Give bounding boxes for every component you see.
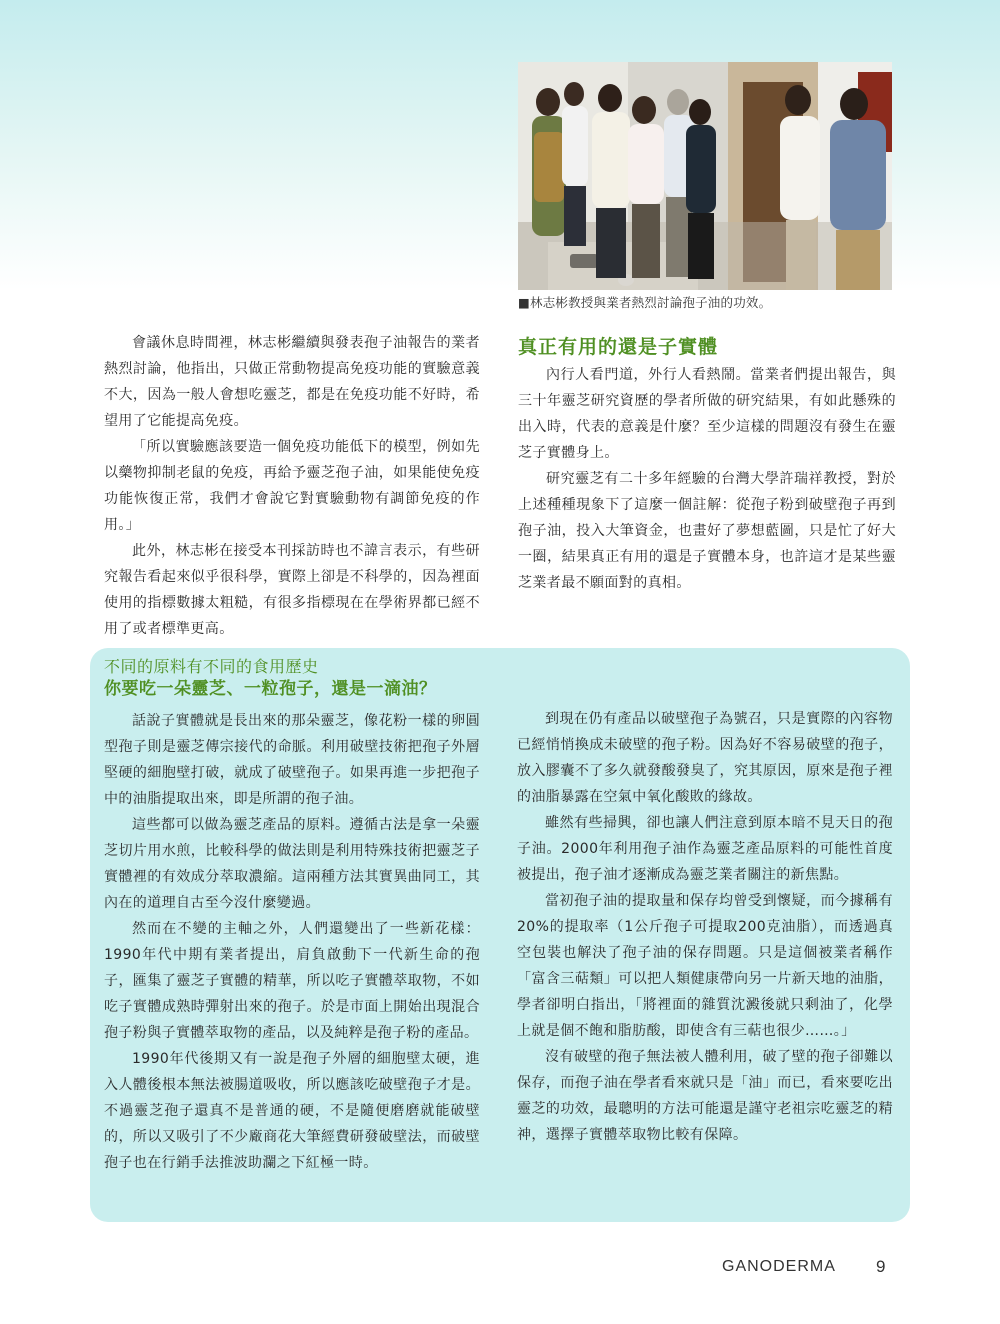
paragraph: 此外，林志彬在接受本刊採訪時也不諱言表示，有些研究報告看起來似乎很科學，實際上卻是不科學的，因為裡面使用的指標數據太粗糙，有很多指標現在在學術界都已經不用了或者標準更高。 bbox=[104, 543, 480, 637]
sidebar-right-column bbox=[517, 706, 893, 1148]
discussion-photo bbox=[518, 62, 892, 290]
sidebar-title bbox=[104, 656, 864, 700]
paragraph: 1990年代後期又有一說是孢子外層的細胞壁太硬，進入人體後根本無法被腸道吸收，所以應該吃破壁孢子才是。不過靈芝孢子還真不是普通的硬，不是隨便磨磨就能破壁的，所以又吸引了不少廠商花大筆經費研發破壁法，而破壁孢子也在行銷手法推波助瀾之下紅極一時。 bbox=[104, 1051, 480, 1171]
paragraph: 內行人看門道，外行人看熱鬧。當業者們提出報告，與三十年靈芝研究資歷的學者所做的研究結果，有如此懸殊的出入時，代表的意義是什麼？至少這樣的問題沒有發生在靈芝子實體身上。 bbox=[518, 367, 896, 461]
paragraph: 話說子實體就是長出來的那朵靈芝，像花粉一樣的卵圓型孢子則是靈芝傳宗接代的命脈。利用破壁技術把孢子外層堅硬的細胞壁打破，就成了破壁孢子。如果再進一步把孢子中的油脂提取出來，即是所謂的孢子油。 bbox=[104, 713, 480, 807]
sidebar-title-line2: 你要吃一朵靈芝、一粒孢子，還是一滴油？ bbox=[104, 679, 437, 699]
page-number: 9 bbox=[876, 1257, 886, 1276]
sidebar-left-column bbox=[104, 708, 480, 1176]
page-footer bbox=[722, 1258, 902, 1276]
magazine-brand: GANODERMA bbox=[722, 1258, 836, 1275]
paragraph: 當初孢子油的提取量和保存均曾受到懷疑，而今據稱有20%的提取率（1公斤孢子可提取200克油脂），而透過真空包裝也解決了孢子油的保存問題。只是這個被業者稱作「富含三萜類」可以把人類健康帶向另一片新天地的油脂，學者卻明白指出，「將裡面的雜質沈澱後就只剩油了，化學上就是個不飽和脂肪酸，即使含有三萜也很少……。」 bbox=[517, 893, 893, 1039]
paragraph: 這些都可以做為靈芝產品的原料。遵循古法是拿一朵靈芝切片用水煎，比較科學的做法則是利用特殊技術把靈芝子實體裡的有效成分萃取濃縮。這兩種方法其實異曲同工，其內在的道理自古至今沒什麼變過。 bbox=[104, 817, 480, 911]
paragraph: 然而在不變的主軸之外，人們還變出了一些新花樣：1990年代中期有業者提出，肩負啟動下一代新生命的孢子，匯集了靈芝子實體的精華，所以吃子實體萃取物，不如吃子實體成熟時彈射出來的孢子。於是市面上開始出現混合孢子粉與子實體萃取物的產品，以及純粹是孢子粉的產品。 bbox=[104, 921, 480, 1041]
paragraph: 「所以實驗應該要造一個免疫功能低下的模型，例如先以藥物抑制老鼠的免疫，再給予靈芝孢子油，如果能使免疫功能恢復正常，我們才會說它對實驗動物有調節免疫的作用。」 bbox=[104, 439, 480, 533]
paragraph: 會議休息時間裡，林志彬繼續與發表孢子油報告的業者熱烈討論，他指出，只做正常動物提高免疫功能的實驗意義不大，因為一般人會想吃靈芝，都是在免疫功能不好時，希望用了它能提高免疫。 bbox=[104, 335, 480, 429]
photo-scene bbox=[518, 62, 892, 290]
paragraph: 研究靈芝有二十多年經驗的台灣大學許瑞祥教授，對於上述種種現象下了這麼一個註解：從孢子粉到破壁孢子再到孢子油，投入大筆資金，也畫好了夢想藍圖，只是忙了好大一圈，結果真正有用的還是子實體本身，也許這才是某些靈芝業者最不願面對的真相。 bbox=[518, 471, 896, 591]
section-heading: 真正有用的還是子實體 bbox=[518, 336, 719, 358]
right-article-column bbox=[518, 334, 896, 596]
paragraph: 沒有破壁的孢子無法被人體利用，破了壁的孢子卻難以保存，而孢子油在學者看來就只是「油」而已，看來要吃出靈芝的功效，最聰明的方法可能還是謹守老祖宗吃靈芝的精神，選擇子實體萃取物比較有保障。 bbox=[517, 1049, 893, 1143]
left-article-column bbox=[104, 330, 480, 642]
sidebar-title-line1: 不同的原料有不同的食用歷史 bbox=[104, 657, 319, 676]
paragraph: 雖然有些掃興，卻也讓人們注意到原本暗不見天日的孢子油。2000年利用孢子油作為靈芝產品原料的可能性首度被提出，孢子油才逐漸成為靈芝業者關注的新焦點。 bbox=[517, 815, 893, 883]
photo-caption: ■林志彬教授與業者熱烈討論孢子油的功效。 bbox=[518, 295, 772, 310]
paragraph: 到現在仍有產品以破壁孢子為號召，只是實際的內容物已經悄悄換成未破壁的孢子粉。因為好不容易破壁的孢子，放入膠囊不了多久就發酸發臭了，究其原因，原來是孢子裡的油脂暴露在空氣中氧化酸敗的緣故。 bbox=[517, 711, 893, 805]
